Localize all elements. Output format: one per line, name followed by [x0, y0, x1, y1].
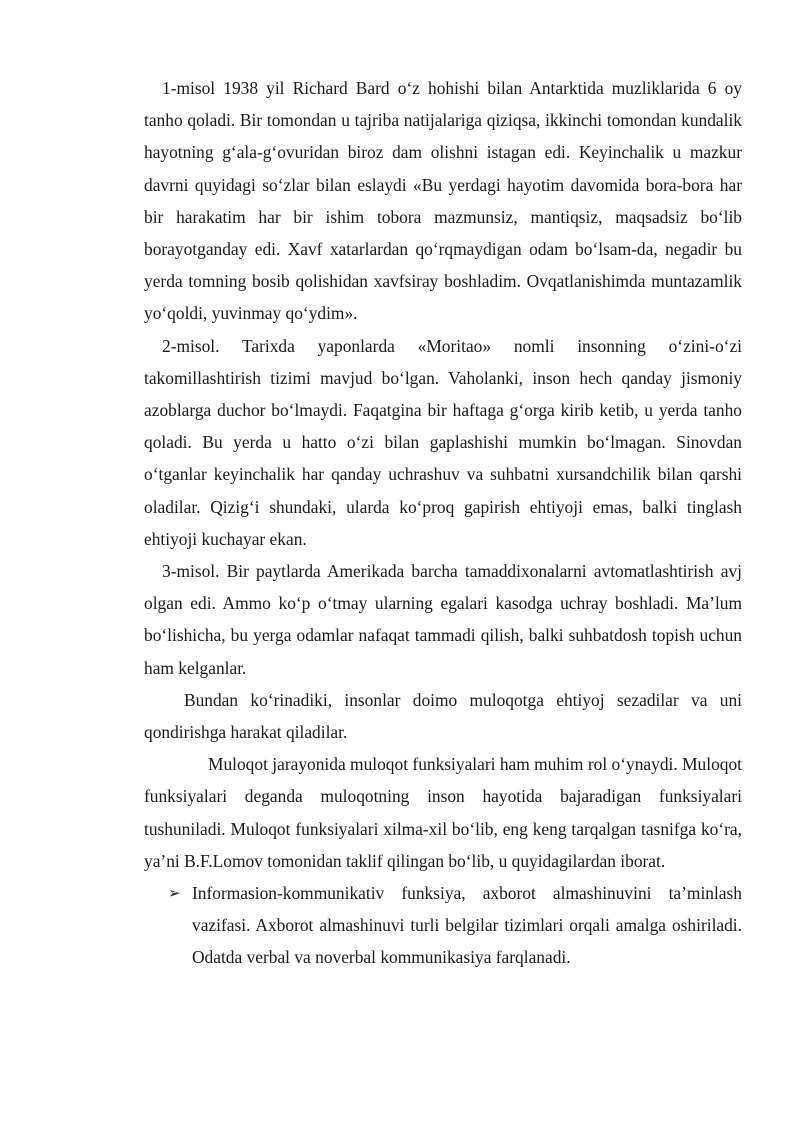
paragraph-functions-intro: Muloqot jarayonida muloqot funksiyalari ham muhim rol o‘ynaydi. Muloqot funksiyalari deganda muloqotning inson hayotida bajaradigan funksiyalari tushuniladi. Muloqot funksiyalari xilma-xil bo‘lib, eng keng tarqalgan tasnifga ko‘ra, ya’ni B.F.Lomov tomonidan taklif qilingan bo‘lib, u quyidagilardan iborat. [144, 754, 742, 871]
paragraph-example-1: 1-misol 1938 yil Richard Bard o‘z hohishi bilan Antarktida muzliklarida 6 oy tanho qoladi. Bir tomondan u tajriba natijalariga qiziqsa, ikkinchi tomondan kundalik hayotning g‘ala-g‘ovuridan biroz dam olishni istagan edi. Keyinchalik u mazkur davrni quyidagi so‘zlar bilan eslaydi «Bu yerdagi hayotim davomida bora-bora har bir harakatim har bir ishim tobora mazmunsiz, mantiqsiz, maqsadsiz bo‘lib borayotganday edi. Xavf xatarlardan qo‘rqmaydigan odam bo‘lsam-da, negadir bu yerda tomning bosib qolishidan xavfsiray boshladim. Ovqatlanishimda muntazamlik yo‘qoldi, yuvinmay qo‘ydim». [144, 78, 742, 324]
paragraph-conclusion: Bundan ko‘rinadiki, insonlar doimo muloqotga ehtiyoj sezadilar va uni qondirishga harakat qiladilar. [144, 689, 742, 743]
functions-list [144, 877, 742, 974]
list-item [144, 877, 742, 974]
arrow-bullet-icon: ➢ [168, 884, 181, 903]
document-page [144, 72, 742, 974]
paragraph-example-3: 3-misol. Bir paytlarda Amerikada barcha tamaddixonalarni avtomatlashtirish avj olgan edi. Ammo ko‘p o‘tmay ularning egalari kasodga uchray boshladi. Ma’lum bo‘lishicha, bu yerga odamlar nafaqat tammadi qilish, balki suhbatdosh topish uchun ham kelganlar. [144, 561, 742, 678]
paragraph-example-2: 2-misol. Tarixda yaponlarda «Moritao» nomli insonning o‘zini-o‘zi takomillashtirish tizimi mavjud bo‘lgan. Vaholanki, inson hech qanday jismoniy azoblarga duchor bo‘lmaydi. Faqatgina bir haftaga g‘orga kirib ketib, u yerda tanho qoladi. Bu yerda u hatto o‘zi bilan gaplashishi mumkin bo‘lmagan. Sinovdan o‘tganlar keyinchalik har qanday uchrashuv va suhbatni xursandchilik bilan qarshi oladilar. Qizig‘i shundaki, ularda ko‘proq gapirish ehtiyoji emas, balki tinglash ehtiyoji kuchayar ekan. [144, 335, 742, 549]
list-item-text: Informasion-kommunikativ funksiya, axborot almashinuvini ta’minlash vazifasi. Axborot almashinuvi turli belgilar tizimlari orqali amalga oshiriladi. Odatda verbal va noverbal kommunikasiya farqlanadi. [192, 883, 742, 968]
